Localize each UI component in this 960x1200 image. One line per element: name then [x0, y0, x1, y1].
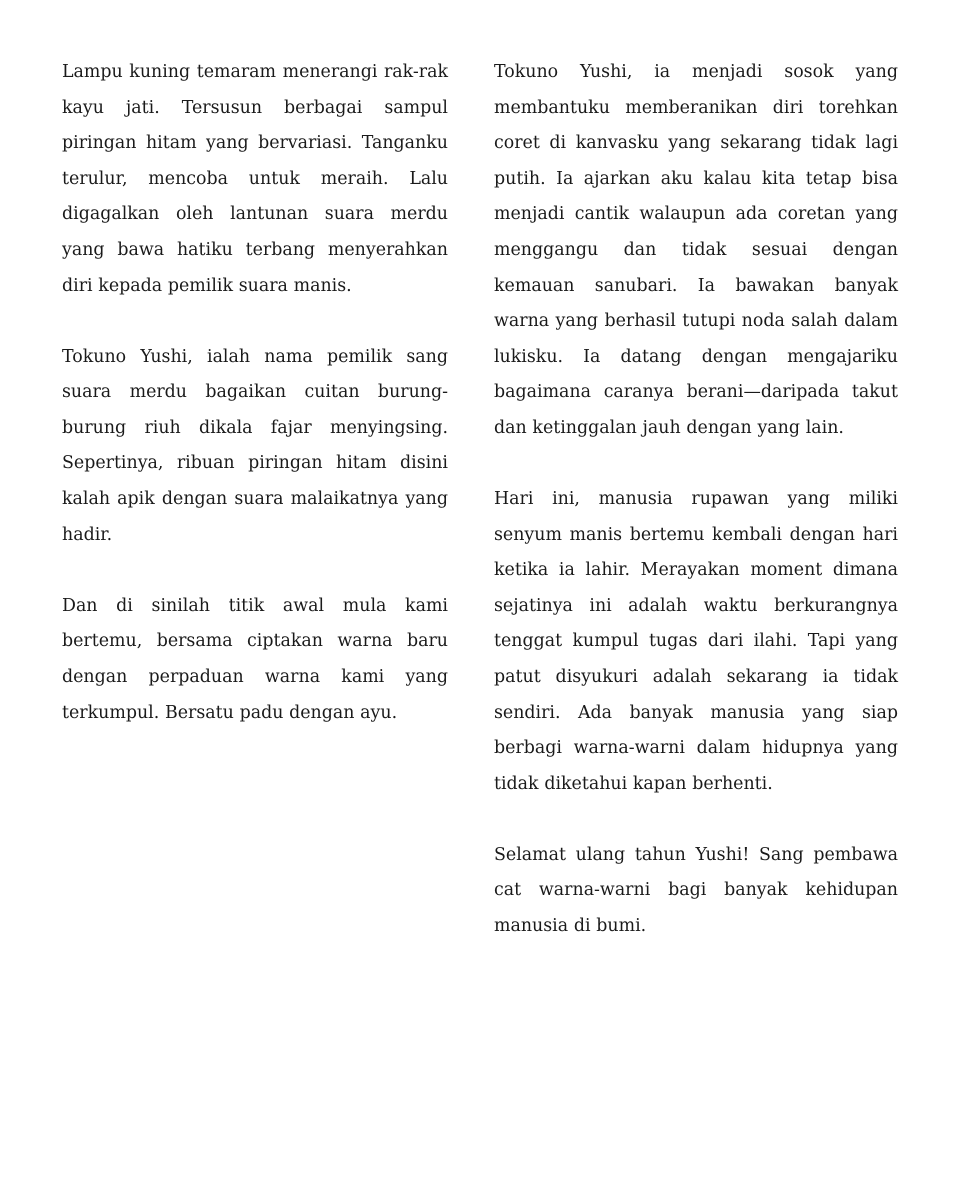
paragraph-3: Dan di sinilah titik awal mula kami bertemu, bersama ciptakan warna baru dengan perpaduan warna kami yang terkumpul. Bersatu padu dengan ayu.: [62, 595, 448, 723]
paragraph-4: Tokuno Yushi, ia menjadi sosok yang membantuku memberanikan diri torehkan coret di kanvasku yang sekarang tidak lagi putih. Ia ajarkan aku kalau kita tetap bisa menjadi cantik walaupun ada coretan yang menggangu dan tidak sesuai dengan kemauan sanubari. Ia bawakan banyak warna yang berhasil tutupi noda salah dalam lukisku. Ia datang dengan mengajariku bagaimana caranya berani—daripada takut dan ketinggalan jauh dengan yang lain.: [494, 62, 898, 438]
paragraph-1: Lampu kuning temaram menerangi rak-rak kayu jati. Tersusun berbagai sampul piringan hitam yang bervariasi. Tanganku terulur, mencoba untuk meraih. Lalu digagalkan oleh lantunan suara merdu yang bawa hatiku terbang menyerahkan diri kepada pemilik suara manis.: [62, 62, 448, 296]
right-column: [494, 55, 898, 980]
left-column: [62, 55, 448, 767]
paragraph-6: Selamat ulang tahun Yushi! Sang pembawa cat warna-warni bagi banyak kehidupan manusia di bumi.: [494, 844, 898, 937]
paragraph-5: Hari ini, manusia rupawan yang miliki senyum manis bertemu kembali dengan hari ketika ia lahir. Merayakan moment dimana sejatinya ini adalah waktu berkurangnya tenggat kumpul tugas dari ilahi. Tapi yang patut disyukuri adalah sekarang ia tidak sendiri. Ada banyak manusia yang siap berbagi warna-warni dalam hidupnya yang tidak diketahui kapan berhenti.: [494, 489, 898, 794]
paragraph-2: Tokuno Yushi, ialah nama pemilik sang suara merdu bagaikan cuitan burung-burung riuh dikala fajar menyingsing. Sepertinya, ribuan piringan hitam disini kalah apik dengan suara malaikatnya yang hadir.: [62, 346, 448, 545]
